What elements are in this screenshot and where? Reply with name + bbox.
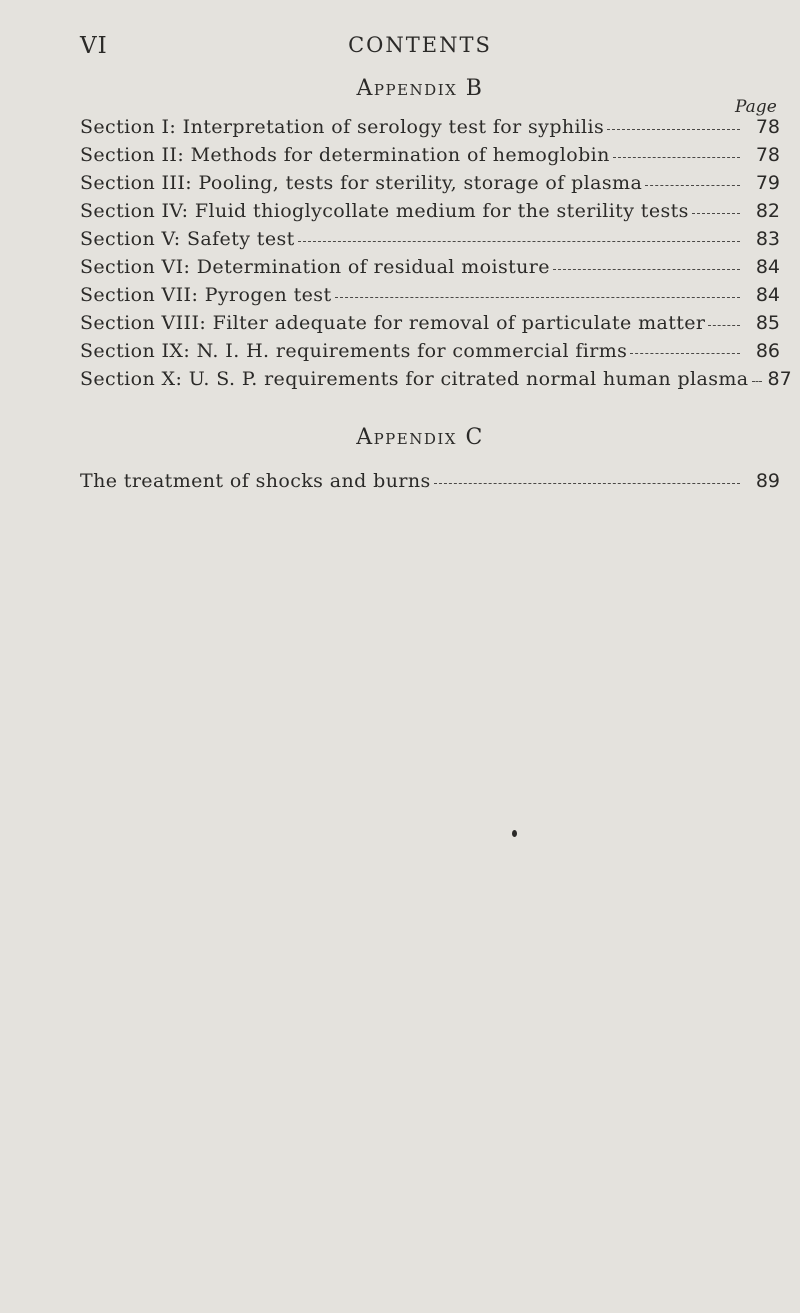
dot-leader	[553, 269, 740, 270]
toc-entry	[80, 172, 780, 194]
toc-entry-page: 87	[767, 368, 792, 390]
toc-entry-page: 84	[755, 284, 780, 306]
appendix-b-heading: Appendix B	[356, 76, 484, 101]
toc-entry	[80, 144, 780, 166]
toc-entry-title: Section IX: N. I. H. requirements for commercial firms	[80, 340, 628, 362]
toc-entry-page: 85	[755, 312, 780, 334]
dot-leader	[434, 483, 740, 484]
toc-entry	[80, 312, 780, 334]
toc-entry-title: Section III: Pooling, tests for sterility, storage of plasma	[80, 172, 643, 194]
toc-entry-title: Section IV: Fluid thioglycollate medium for the sterility tests	[80, 200, 689, 222]
toc-entry-title: Section II: Methods for determination of hemoglobin	[80, 144, 610, 166]
toc-entry-title: The treatment of shocks and burns	[80, 470, 431, 492]
toc-entry-title: Section VII: Pyrogen test	[80, 284, 332, 306]
toc-entry-page: 78	[755, 116, 780, 138]
toc-entry	[80, 368, 792, 390]
toc-entry-page: 79	[755, 172, 780, 194]
running-header-title: CONTENTS	[348, 33, 492, 57]
toc-entry	[80, 116, 780, 138]
toc-entry	[80, 470, 780, 492]
appendix-c-heading: Appendix C	[356, 425, 484, 450]
toc-entry-title: Section I: Interpretation of serology test for syphilis	[80, 116, 605, 138]
dot-leader	[607, 129, 740, 130]
toc-entry-page: 78	[755, 144, 780, 166]
toc-entry-title: Section VI: Determination of residual moisture	[80, 256, 550, 278]
dot-leader	[752, 381, 762, 382]
dot-leader	[298, 241, 740, 242]
toc-entry	[80, 284, 780, 306]
toc-entry-page: 86	[755, 340, 780, 362]
toc-entry-page: 82	[755, 200, 780, 222]
dot-leader	[708, 325, 740, 326]
toc-entry-page: 84	[755, 256, 780, 278]
dot-leader	[335, 297, 741, 298]
toc-entry-title: Section V: Safety test	[80, 228, 295, 250]
page-column-label: Page	[735, 97, 777, 117]
toc-entry	[80, 340, 780, 362]
toc-entry-title: Section VIII: Filter adequate for removal of particulate matter	[80, 312, 706, 334]
toc-entry	[80, 228, 780, 250]
toc-entry-title: Section X: U. S. P. requirements for citrated normal human plasma	[80, 368, 749, 390]
toc-entry-page: 89	[755, 470, 780, 492]
toc-entry	[80, 200, 780, 222]
toc-entry-page: 83	[755, 228, 780, 250]
ink-speck	[512, 830, 517, 837]
dot-leader	[613, 157, 740, 158]
page-number-roman: VI	[80, 33, 108, 59]
toc-entry	[80, 256, 780, 278]
dot-leader	[692, 213, 740, 214]
dot-leader	[630, 353, 740, 354]
dot-leader	[645, 185, 740, 186]
